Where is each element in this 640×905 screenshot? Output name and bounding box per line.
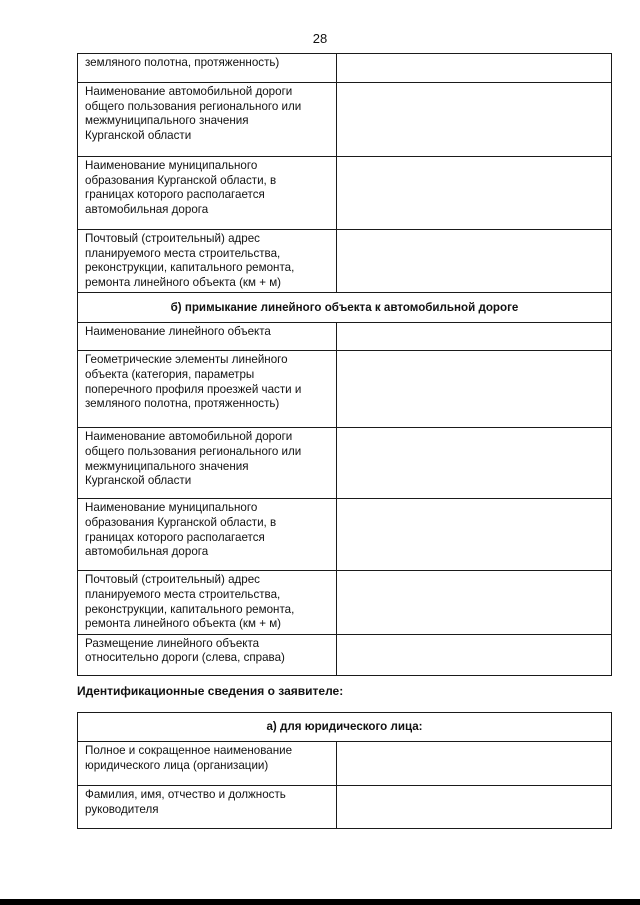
table-row: [78, 323, 612, 351]
table-row: [78, 571, 612, 634]
field-label: Наименование автомобильной дороги общего пользования регионального или межмуниципального значения Курганской области: [78, 83, 337, 157]
applicant-table: [77, 712, 612, 829]
section-heading-row: [78, 293, 612, 323]
field-value[interactable]: [337, 323, 612, 351]
field-label: земляного полотна, протяженность): [78, 54, 337, 83]
field-value[interactable]: [337, 786, 612, 829]
field-value[interactable]: [337, 634, 612, 675]
section-heading-row: [78, 713, 612, 742]
table-row: [78, 499, 612, 571]
table-row: [78, 634, 612, 675]
field-value[interactable]: [337, 351, 612, 428]
applicant-heading: Идентификационные сведения о заявителе:: [77, 684, 344, 698]
field-label: Наименование автомобильной дороги общего пользования регионального или межмуниципального значения Курганской области: [78, 428, 337, 499]
field-label: Наименование линейного объекта: [78, 323, 337, 351]
table-row: [78, 83, 612, 157]
field-value[interactable]: [337, 428, 612, 499]
field-value[interactable]: [337, 157, 612, 230]
field-value[interactable]: [337, 230, 612, 293]
linear-object-table: [77, 53, 612, 676]
table-row: [78, 351, 612, 428]
field-label: Геометрические элементы линейного объекта (категория, параметры поперечного профиля проезжей части и земляного полотна, протяженность): [78, 351, 337, 428]
field-value[interactable]: [337, 83, 612, 157]
table-row: [78, 786, 612, 829]
field-value[interactable]: [337, 54, 612, 83]
field-value[interactable]: [337, 742, 612, 786]
table-row: [78, 230, 612, 293]
section-b-title: б) примыкание линейного объекта к автомобильной дороге: [78, 293, 612, 323]
section-a-title: а) для юридического лица:: [78, 713, 612, 742]
field-value[interactable]: [337, 499, 612, 571]
field-label: Наименование муниципального образования Курганской области, в границах которого располагается автомобильная дорога: [78, 157, 337, 230]
field-label: Наименование муниципального образования Курганской области, в границах которого располагается автомобильная дорога: [78, 499, 337, 571]
table-row: [78, 54, 612, 83]
page-number: 28: [312, 31, 328, 46]
field-label: Полное и сокращенное наименование юридического лица (организации): [78, 742, 337, 786]
field-value[interactable]: [337, 571, 612, 634]
field-label: Фамилия, имя, отчество и должность руководителя: [78, 786, 337, 829]
scan-edge-bar: [0, 899, 640, 905]
field-label: Почтовый (строительный) адрес планируемого места строительства, реконструкции, капитального ремонта, ремонта линейного объекта (км + м): [78, 230, 337, 293]
table-row: [78, 157, 612, 230]
table-row: [78, 742, 612, 786]
table-row: [78, 428, 612, 499]
field-label: Размещение линейного объекта относительно дороги (слева, справа): [78, 634, 337, 675]
field-label: Почтовый (строительный) адрес планируемого места строительства, реконструкции, капитального ремонта, ремонта линейного объекта (км + м): [78, 571, 337, 634]
